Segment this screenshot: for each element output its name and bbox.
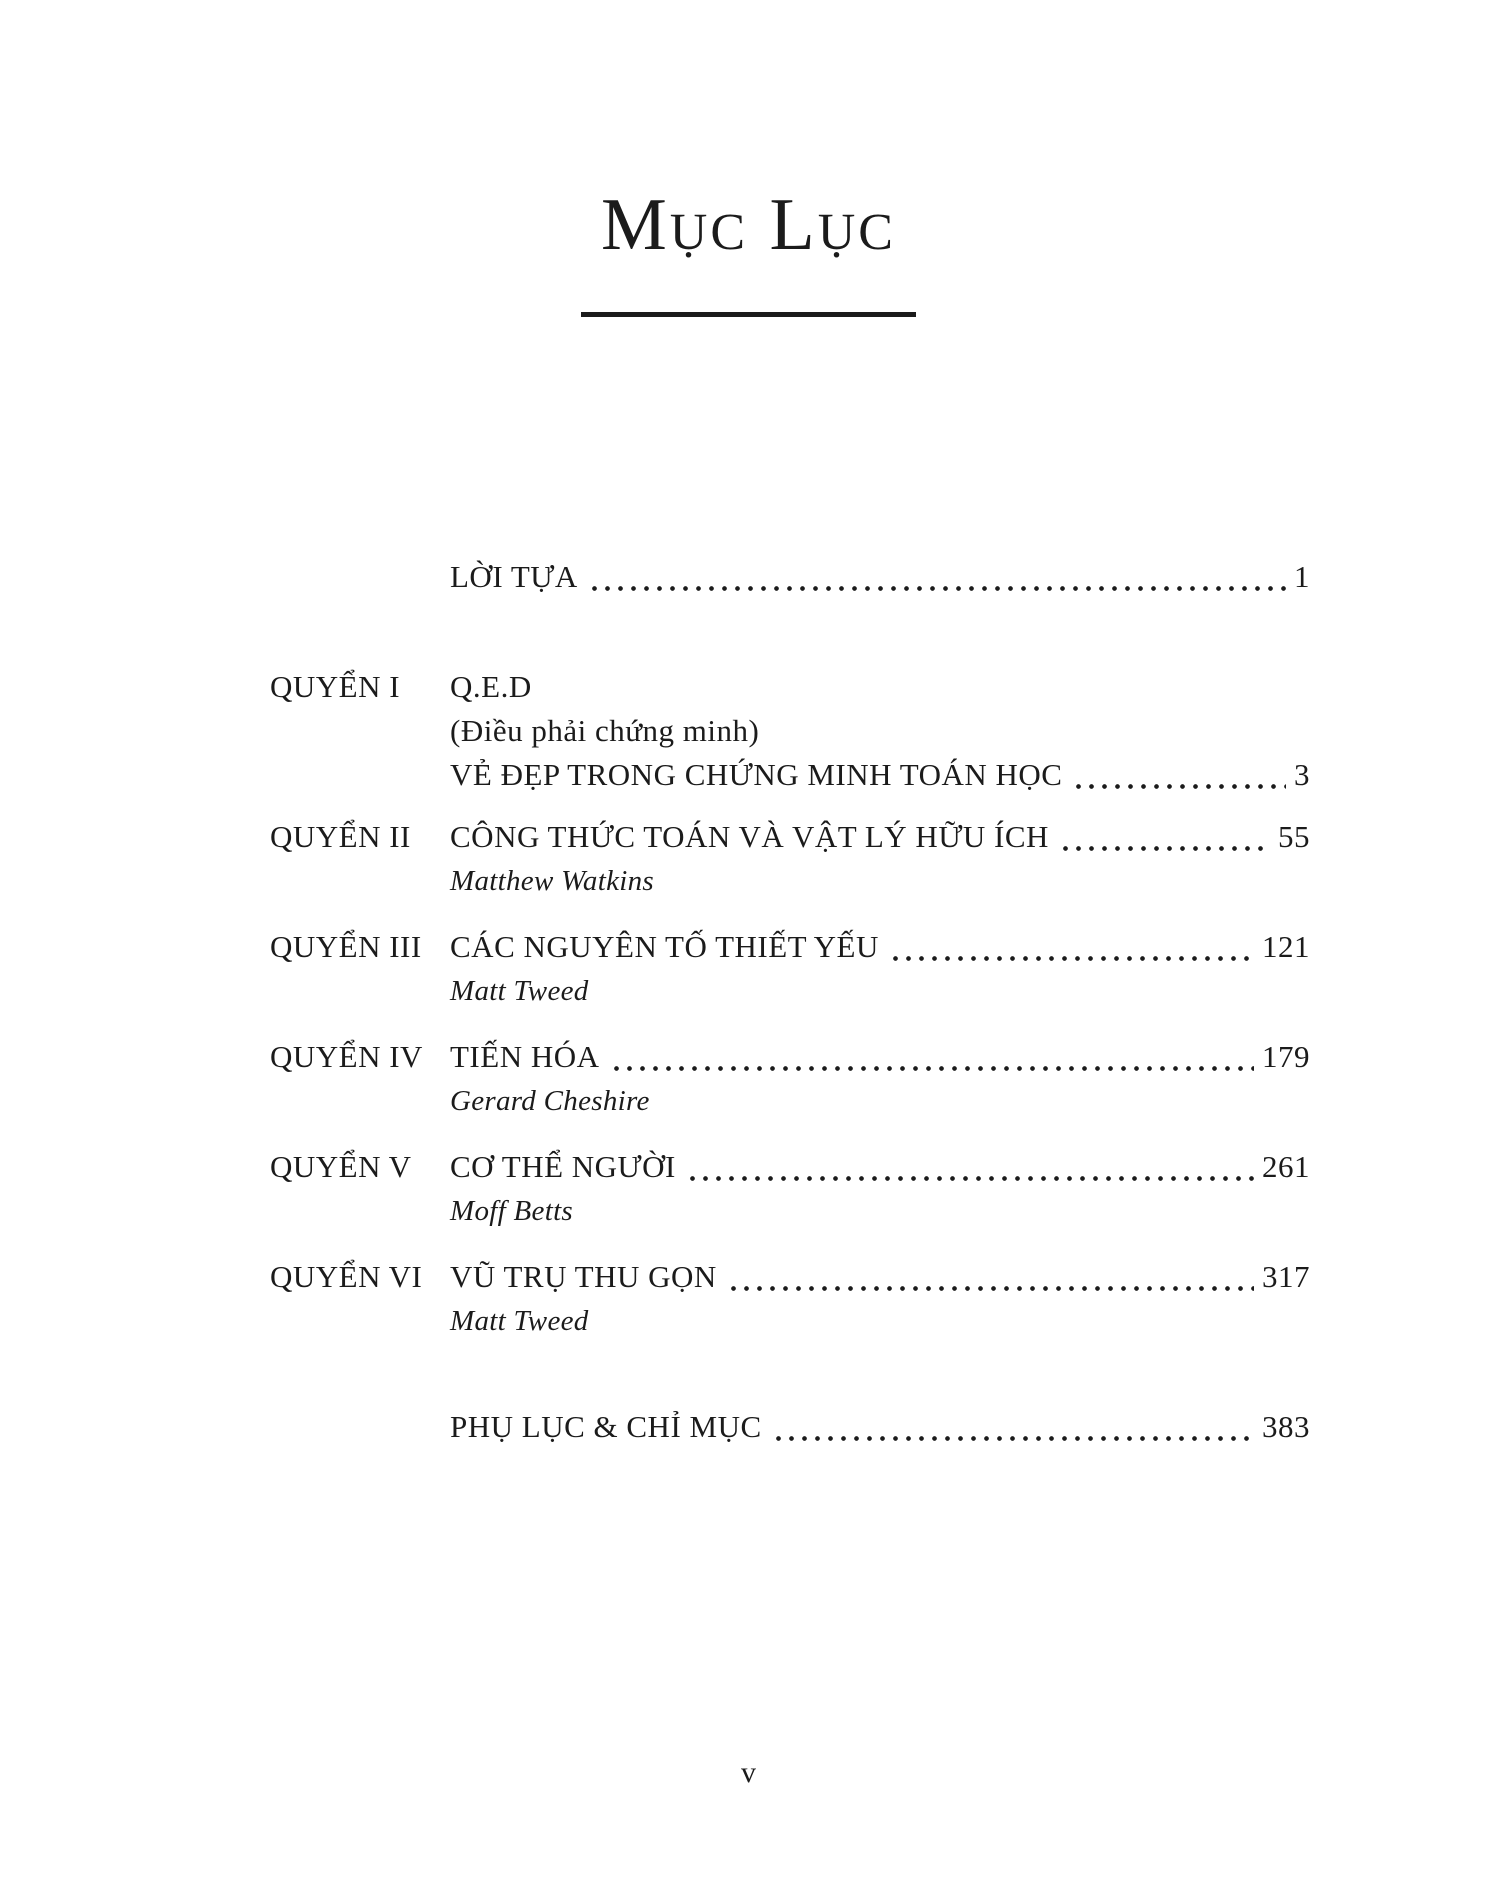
toc-entry-preface (270, 555, 1310, 599)
entry-author: Moff Betts (450, 1194, 574, 1227)
entry-label (270, 555, 450, 599)
title-underline-rule (581, 312, 916, 317)
entry-author: Matt Tweed (450, 1304, 589, 1337)
entry-title: VẺ ĐẸP TRONG CHỨNG MINH TOÁN HỌC (450, 756, 1063, 792)
toc-entry-book-6 (270, 1255, 1310, 1343)
toc-entry-book-3 (270, 925, 1310, 1013)
entry-label: QUYỂN II (270, 818, 411, 854)
entry-author: Matt Tweed (450, 974, 589, 1007)
entry-page-number: 261 (1262, 1148, 1310, 1184)
entry-title: VŨ TRỤ THU GỌN (450, 1258, 717, 1294)
entry-page-number: 317 (1262, 1258, 1310, 1294)
entry-label: QUYỂN IV (270, 1038, 423, 1074)
entry-page-number: 1 (1294, 558, 1310, 594)
entry-title: CƠ THỂ NGƯỜI (450, 1148, 676, 1184)
entry-subtitle: (Điều phải chứng minh) (450, 712, 760, 748)
entry-label: QUYỂN VI (270, 1258, 423, 1294)
toc-entry-book-1 (270, 665, 1310, 797)
entry-label: QUYỂN I (270, 668, 401, 704)
dot-leader (588, 586, 1286, 591)
dot-leader (889, 956, 1254, 961)
dot-leader (727, 1286, 1254, 1291)
entry-title: CÁC NGUYÊN TỐ THIẾT YẾU (450, 928, 879, 964)
entry-label: QUYỂN V (270, 1148, 412, 1184)
entry-subtitle: Q.E.D (450, 668, 532, 704)
entry-label (270, 1405, 450, 1449)
page-title: Mục Lục (601, 184, 896, 266)
dot-leader (1059, 846, 1270, 851)
entry-title: TIẾN HÓA (450, 1038, 600, 1074)
table-of-contents (0, 555, 1310, 1449)
dot-leader (610, 1066, 1255, 1071)
folio-page-number: v (741, 1756, 756, 1789)
toc-entry-book-4 (270, 1035, 1310, 1123)
entry-author: Gerard Cheshire (450, 1084, 650, 1117)
entry-page-number: 121 (1262, 928, 1310, 964)
entry-author: Matthew Watkins (450, 864, 655, 897)
toc-entry-book-5 (270, 1145, 1310, 1233)
dot-leader (1072, 784, 1286, 789)
dot-leader (772, 1436, 1254, 1441)
toc-entry-appendix (270, 1405, 1310, 1449)
toc-entry-book-2 (270, 815, 1310, 903)
entry-page-number: 3 (1294, 756, 1310, 792)
entry-page-number: 179 (1262, 1038, 1310, 1074)
entry-page-number: 55 (1278, 818, 1310, 854)
entry-title: PHỤ LỤC & CHỈ MỤC (450, 1408, 762, 1444)
entry-title: CÔNG THỨC TOÁN VÀ VẬT LÝ HỮU ÍCH (450, 818, 1049, 854)
dot-leader (686, 1176, 1254, 1181)
entry-title: LỜI TỰA (450, 558, 578, 594)
entry-label: QUYỂN III (270, 928, 422, 964)
entry-page-number: 383 (1262, 1408, 1310, 1444)
